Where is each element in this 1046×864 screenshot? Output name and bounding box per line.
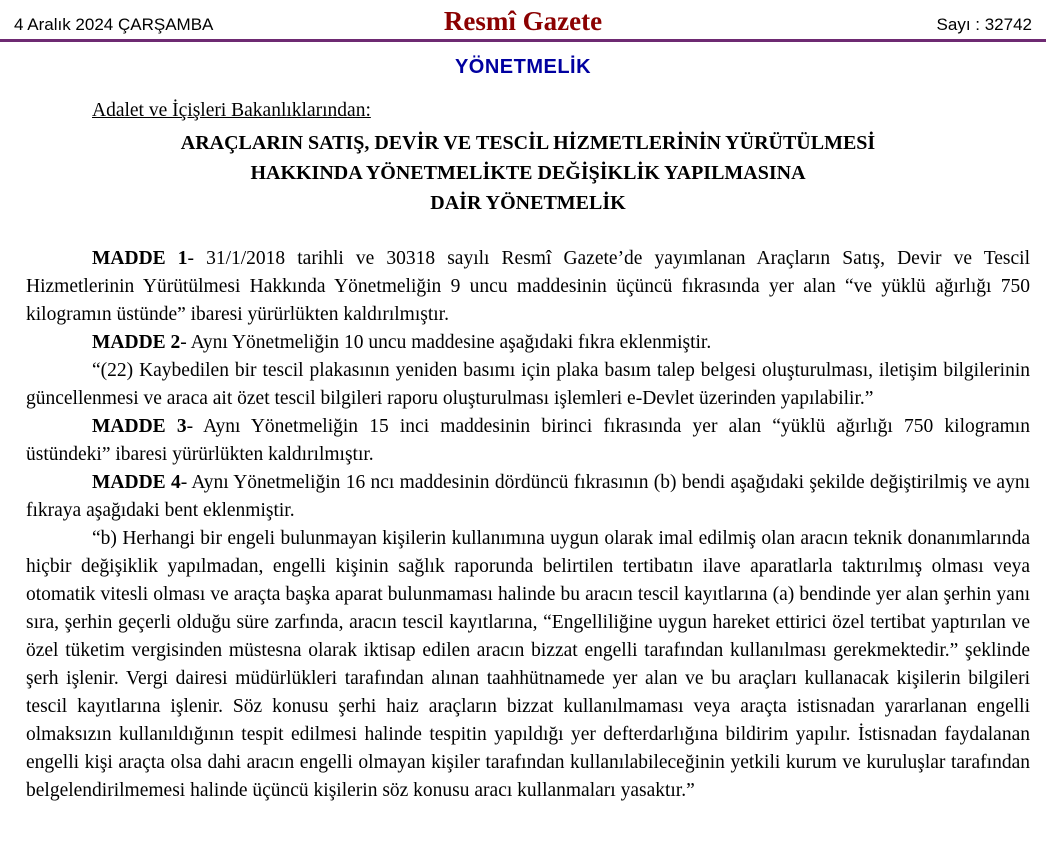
article-text-2: - Aynı Yönetmeliğin 10 uncu maddesine aşağıdaki fıkra eklenmiştir. xyxy=(180,332,712,354)
article-label-4: MADDE 3 xyxy=(92,416,187,438)
article-label-1: MADDE 1 xyxy=(92,248,188,270)
gazette-date: 4 Aralık 2024 ÇARŞAMBA xyxy=(14,15,214,34)
article-label-2: MADDE 2 xyxy=(92,332,181,354)
masthead xyxy=(0,0,1046,42)
section-heading: YÖNETMELİK xyxy=(454,56,592,79)
issuing-ministries: Adalet ve İçişleri Bakanlıklarından: xyxy=(92,100,371,122)
gazette-issue-number: Sayı : 32742 xyxy=(936,15,1032,34)
regulation-title-line-1: ARAÇLARIN SATIŞ, DEVİR VE TESCİL HİZMETLERİNİN YÜRÜTÜLMESİ xyxy=(180,132,876,155)
article-paragraph-1 xyxy=(26,245,1030,329)
article-text-4: - Aynı Yönetmeliğin 15 inci maddesinin birinci fıkrasında yer alan “yüklü ağırlığı 750 kilogramın üstündeki” ibaresi yürürlükten kaldırılmıştır. xyxy=(26,416,1030,466)
document-body xyxy=(0,100,1046,805)
gazette-title: Resmî Gazete xyxy=(443,6,603,36)
article-paragraph-6 xyxy=(26,525,1030,805)
article-label-5: MADDE 4 xyxy=(92,472,181,494)
article-text-1: - 31/1/2018 tarihli ve 30318 sayılı Resmî Gazete’de yayımlanan Araçların Satış, Devir ve Tescil Hizmetlerinin Yürütülmesi Hakkında Yönetmeliğin 9 uncu maddesinin üçüncü fıkrasında yer alan “ve yüklü ağırlığı 750 kilogramın üstünde” ibaresi yürürlükten kaldırılmıştır. xyxy=(26,248,1030,326)
article-paragraph-5 xyxy=(26,469,1030,525)
regulation-title xyxy=(26,128,1030,218)
regulation-title-line-3: DAİR YÖNETMELİK xyxy=(430,192,626,215)
article-paragraph-3 xyxy=(26,357,1030,413)
article-paragraph-2 xyxy=(26,329,1030,357)
article-text-3: “(22) Kaybedilen bir tescil plakasının yeniden basımı için plaka basım talep belgesi oluşturulması, iletişim bilgilerinin güncellenmesi ve araca ait özet tescil bilgileri raporu oluşturulması işlemleri e-Devlet üzerinden yapılabilir.” xyxy=(26,360,1030,410)
article-text-5: - Aynı Yönetmeliğin 16 ncı maddesinin dördüncü fıkrasının (b) bendi aşağıdaki şekilde değiştirilmiş ve aynı fıkraya aşağıdaki bent eklenmiştir. xyxy=(26,472,1030,522)
article-paragraph-4 xyxy=(26,413,1030,469)
article-text-6: “b) Herhangi bir engeli bulunmayan kişilerin kullanımına uygun olarak imal edilmiş olan aracın teknik donanımlarında hiçbir değişiklik yapılmadan, engelli kişinin sağlık raporunda belirtilen tertibatın ilave aparatlarla taktırılmış olması veya otomatik vitesli olması ve araçta başka aparat bulunmaması halinde bu aracın tescil kayıtlarına (a) bendinde yer alan şerhin yanı sıra, şerhin geçerli olduğu süre zarfında, aracın tescil kayıtlarına, “Engelliliğine uygun hareket ettirici özel tertibat yaptırılan ve özel tüketim vergisinden müstesna olarak iktisap edilen aracın bizzat engelli tarafından kullanılması gerekmektedir.” şeklinde şerh işlenir. Vergi dairesi müdürlükleri tarafından alınan taahhütnamede yer alan ve bu araçları kullanacak kişilerin bilgileri tescil kayıtlarına işlenir. Söz konusu şerhi haiz araçların bizzat kullanılmaması veya araçta istisnadan yararlanan engelli olmaksızın kullanıldığının tespit edilmesi halinde tespitin yapıldığı yer defterdarlığına bildirim yapılır. İstisnadan faydalanan engelli kişi araçta olsa dahi aracın engelli olmayan kişiler tarafından kullanılabileceğinin yetkili kurum ve kuruluşlar tarafından belgelendirilmemesi halinde üçüncü kişilerin söz konusu aracı kullanmaları yasaktır.” xyxy=(26,528,1030,802)
articles xyxy=(26,245,1030,805)
regulation-title-line-2: HAKKINDA YÖNETMELİKTE DEĞİŞİKLİK YAPILMASINA xyxy=(250,162,806,185)
